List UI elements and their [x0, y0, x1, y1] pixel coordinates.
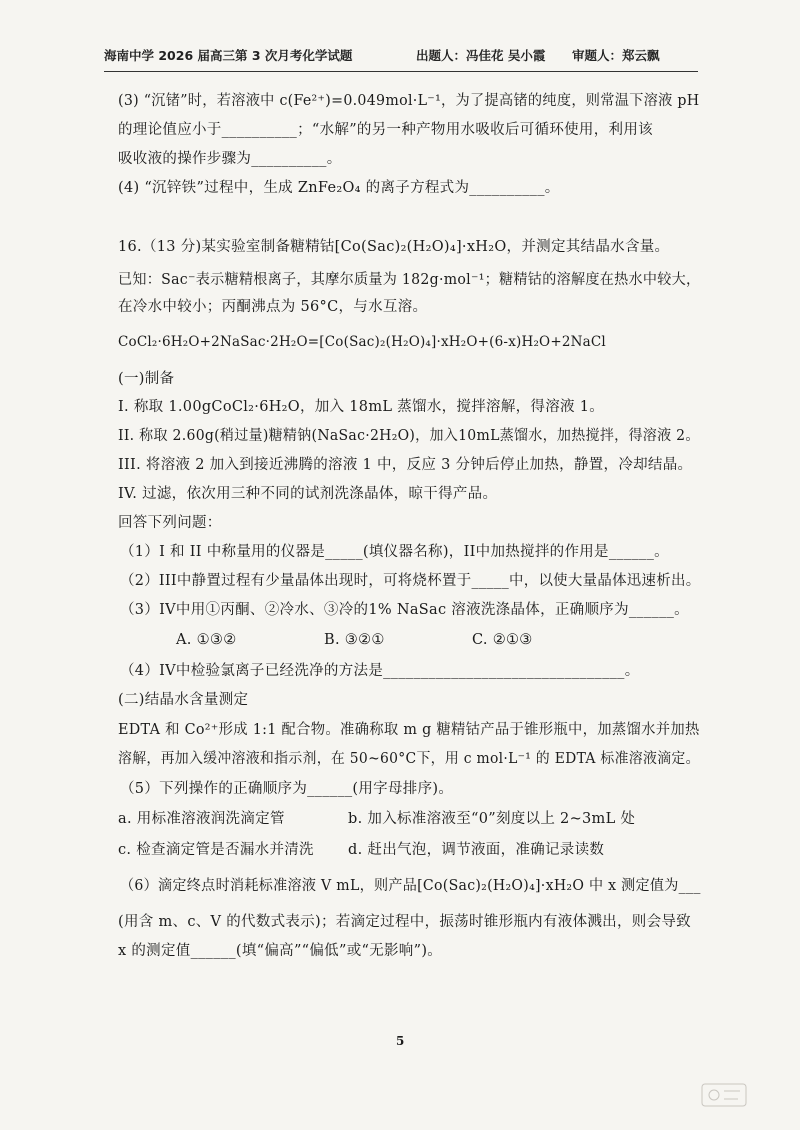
q3-line2: 的理论值应小于__________；“水解”的另一种产物用水吸收后可循环使用，利用该	[118, 122, 653, 138]
operation-c: c. 检查滴定管是否漏水并清洗	[118, 842, 314, 858]
sub-question-3: （3）IV中用①丙酮、②冷水、③冷的1% NaSac 溶液洗涤晶体，正确顺序为______。	[120, 602, 689, 618]
known-line1: 已知：Sac⁻表示糖精根离子，其摩尔质量为 182g·mol⁻¹；糖精钴的溶解度在热水中较大，	[118, 272, 701, 288]
step-4: IV. 过滤，依次用三种不同的试剂洗涤晶体，晾干得产品。	[118, 486, 498, 502]
q16-title: 16.（13 分)某实验室制备糖精钴[Co(Sac)₂(H₂O)₄]·xH₂O，并测定其结晶水含量。	[118, 239, 670, 255]
step-3: III. 将溶液 2 加入到接近沸腾的溶液 1 中，反应 3 分钟后停止加热，静置，冷却结晶。	[118, 457, 693, 473]
reviewer-credit: 审题人：郑云飘	[572, 48, 660, 63]
answer-prompt: 回答下列问题：	[118, 515, 222, 531]
q3-line1: (3) “沉锗”时，若溶液中 c(Fe²⁺)=0.049mol·L⁻¹，为了提高锗的纯度，则常温下溶液 pH	[118, 93, 700, 109]
sub-question-1: （1）I 和 II 中称量用的仪器是_____(填仪器名称)，II中加热搅拌的作用是______。	[120, 544, 669, 560]
sub-question-4: （4）IV中检验氯离子已经洗净的方法是________________________________。	[120, 663, 640, 679]
known-line2: 在冷水中较小；丙酮沸点为 56°C，与水互溶。	[118, 299, 428, 315]
sub-question-2: （2）III中静置过程有少量晶体出现时，可将烧杯置于_____中，以使大量晶体迅速析出。	[120, 573, 701, 589]
sub-question-6-line1: （6）滴定终点时消耗标准溶液 V mL，则产品[Co(Sac)₂(H₂O)₄]·xH₂O 中 x 测定值为___	[120, 878, 701, 894]
section-measurement: (二)结晶水含量测定	[118, 692, 249, 708]
sub-question-5: （5）下列操作的正确顺序为______(用字母排序)。	[120, 781, 454, 797]
option-a: A. ①③②	[176, 632, 237, 648]
step-1: I. 称取 1.00gCoCl₂·6H₂O，加入 18mL 蒸馏水，搅拌溶解，得溶液 1。	[118, 399, 605, 415]
operation-a: a. 用标准溶液润洗滴定管	[118, 811, 285, 827]
option-c: C. ②①③	[472, 632, 533, 648]
edta-line2: 溶解，再加入缓冲溶液和指示剂，在 50~60°C下，用 c mol·L⁻¹ 的 EDTA 标准溶液滴定。	[118, 751, 700, 767]
edta-line1: EDTA 和 Co²⁺形成 1:1 配合物。准确称取 m g 糖精钴产品于锥形瓶中，加蒸馏水并加热	[118, 722, 700, 738]
page-number: 5	[396, 1034, 405, 1048]
sub-question-6-line2: (用含 m、c、V 的代数式表示)；若滴定过程中，振荡时锥形瓶内有液体溅出，则会导致	[118, 914, 691, 930]
operation-b: b. 加入标准溶液至“0”刻度以上 2~3mL 处	[348, 811, 636, 827]
sub-question-6-line3: x 的测定值______(填“偏高”“偏低”或“无影响”)。	[118, 943, 443, 959]
header-divider	[104, 71, 698, 72]
q3-line3: 吸收液的操作步骤为__________。	[118, 151, 342, 167]
section-preparation: (一)制备	[118, 371, 175, 387]
q4-line: (4) “沉锌铁”过程中，生成 ZnFe₂O₄ 的离子方程式为__________。	[118, 180, 560, 196]
exam-title: 海南中学 2026 届高三第 3 次月考化学试题	[104, 48, 353, 63]
option-b: B. ③②①	[324, 632, 385, 648]
step-2: II. 称取 2.60g(稍过量)糖精钠(NaSac·2H₂O)，加入10mL蒸馏水，加热搅拌，得溶液 2。	[118, 428, 700, 444]
operation-d: d. 赶出气泡，调节液面，准确记录读数	[348, 842, 605, 858]
author-credit: 出题人：冯佳花 吴小霞	[416, 48, 546, 63]
corner-stamp-mark	[698, 1080, 750, 1110]
reaction-equation: CoCl₂·6H₂O+2NaSac·2H₂O=[Co(Sac)₂(H₂O)₄]·xH₂O+(6-x)H₂O+2NaCl	[118, 334, 606, 350]
